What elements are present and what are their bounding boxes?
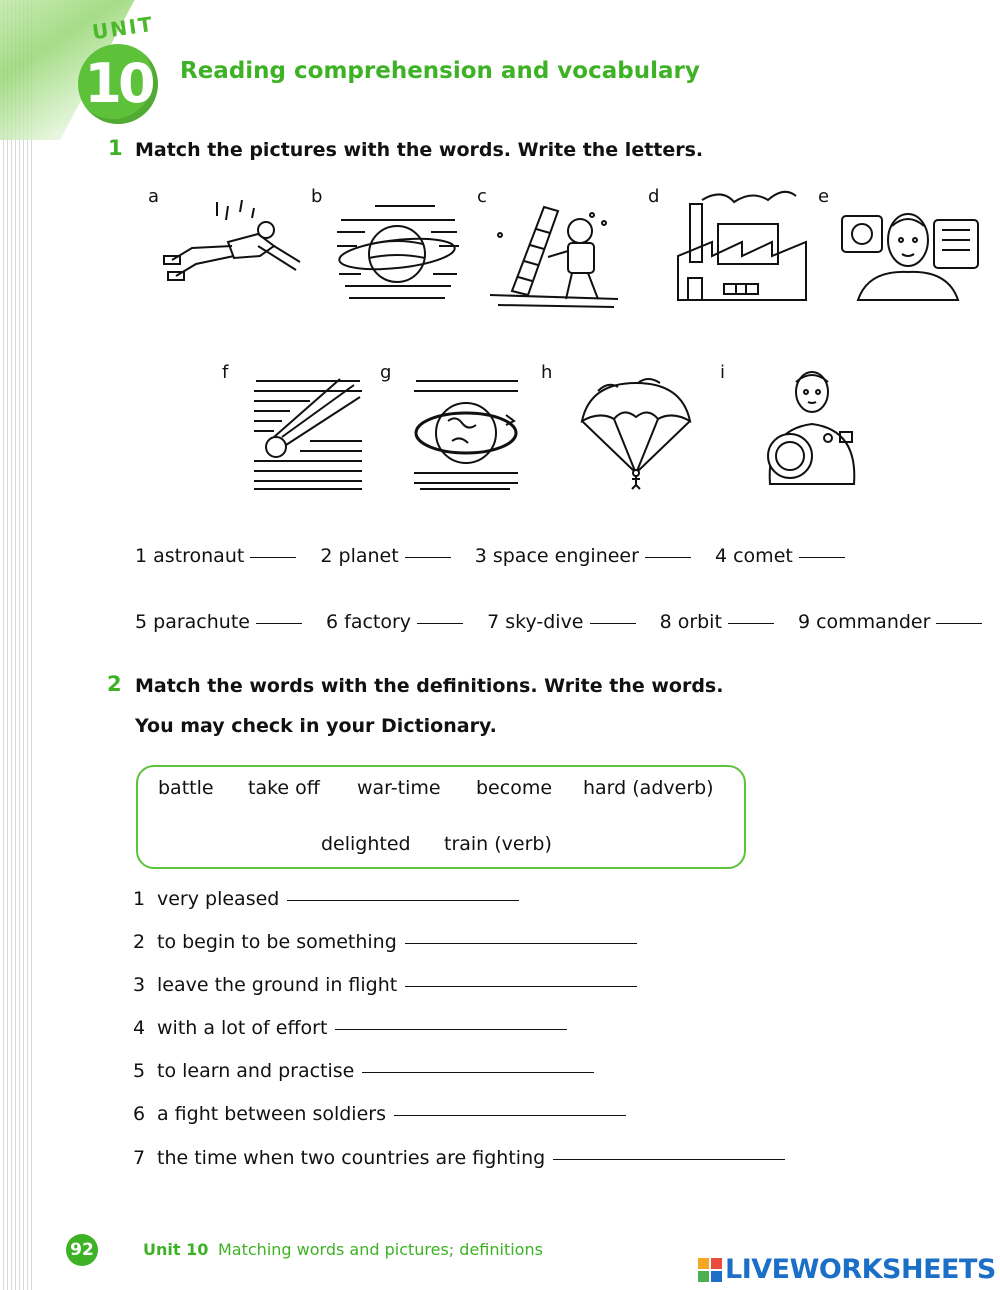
picture-letter-i: i bbox=[720, 362, 726, 383]
definition-text: to begin to be something bbox=[157, 931, 397, 953]
page-title: Reading comprehension and vocabulary bbox=[180, 58, 700, 84]
picture-letter-g: g bbox=[380, 362, 392, 383]
footer-description: Matching words and pictures; definitions bbox=[218, 1240, 543, 1259]
exercise-2-number: 2 bbox=[107, 672, 122, 696]
picture-letter-c: c bbox=[477, 186, 487, 207]
answer-blank[interactable] bbox=[405, 556, 451, 558]
picture-letter-h: h bbox=[541, 362, 553, 383]
answer-line[interactable] bbox=[335, 1028, 567, 1030]
astronaut-icon bbox=[838, 200, 983, 308]
comet-icon bbox=[250, 375, 365, 493]
word-text: 5 parachute bbox=[135, 611, 250, 633]
commander-icon bbox=[748, 368, 870, 490]
exercise-1-word-row-2 bbox=[135, 611, 982, 633]
answer-blank[interactable] bbox=[799, 556, 845, 558]
word-item bbox=[475, 545, 691, 567]
orbit-icon bbox=[410, 375, 522, 493]
answer-blank[interactable] bbox=[728, 622, 774, 624]
answer-line[interactable] bbox=[394, 1114, 626, 1116]
parachute-icon bbox=[578, 375, 696, 490]
exercise-1-instruction: Match the pictures with the words. Write the letters. bbox=[135, 139, 704, 161]
exercise-2-instruction: Match the words with the definitions. Write the words. bbox=[135, 675, 724, 697]
word-item bbox=[135, 545, 296, 567]
definition-number: 1 bbox=[133, 888, 146, 910]
definition-number: 2 bbox=[133, 931, 146, 953]
definition-row bbox=[133, 1060, 594, 1082]
answer-line[interactable] bbox=[553, 1158, 785, 1160]
word-text: 2 planet bbox=[320, 545, 399, 567]
definition-text: to learn and practise bbox=[157, 1060, 355, 1082]
definition-number: 3 bbox=[133, 974, 146, 996]
word-text: 6 factory bbox=[326, 611, 412, 633]
book-page-edge bbox=[0, 0, 34, 1290]
answer-line[interactable] bbox=[405, 985, 637, 987]
word-box-item: hard (adverb) bbox=[583, 777, 714, 799]
word-item bbox=[798, 611, 982, 633]
word-item bbox=[135, 611, 302, 633]
planet-icon bbox=[335, 200, 460, 310]
definition-number: 5 bbox=[133, 1060, 146, 1082]
answer-line[interactable] bbox=[362, 1071, 594, 1073]
definition-row bbox=[133, 1103, 626, 1125]
word-item bbox=[320, 545, 450, 567]
word-box-item: delighted bbox=[321, 833, 411, 855]
liveworksheets-text: LIVEWORKSHEETS bbox=[725, 1254, 996, 1285]
exercise-1-number: 1 bbox=[108, 136, 123, 160]
picture-letter-d: d bbox=[648, 186, 660, 207]
word-text: 8 orbit bbox=[659, 611, 722, 633]
definition-number: 6 bbox=[133, 1103, 146, 1125]
definition-row bbox=[133, 931, 637, 953]
answer-blank[interactable] bbox=[645, 556, 691, 558]
unit-label: UNIT bbox=[90, 11, 156, 45]
answer-line[interactable] bbox=[287, 899, 519, 901]
factory-icon bbox=[672, 180, 812, 308]
definition-text: very pleased bbox=[157, 888, 280, 910]
answer-blank[interactable] bbox=[250, 556, 296, 558]
picture-letter-f: f bbox=[222, 362, 229, 383]
word-item bbox=[487, 611, 635, 633]
answer-blank[interactable] bbox=[936, 622, 982, 624]
liveworksheets-icon bbox=[698, 1258, 722, 1282]
word-item bbox=[715, 545, 845, 567]
word-text: 9 commander bbox=[797, 611, 931, 633]
word-box-item: war-time bbox=[357, 777, 441, 799]
definition-number: 7 bbox=[133, 1147, 146, 1169]
word-text: 7 sky-dive bbox=[487, 611, 584, 633]
page-number: 92 bbox=[66, 1234, 98, 1266]
exercise-1-word-row-1 bbox=[135, 545, 863, 567]
word-box-item: train (verb) bbox=[444, 833, 552, 855]
definition-text: leave the ground in flight bbox=[157, 974, 398, 996]
definition-row bbox=[133, 888, 519, 910]
definition-row bbox=[133, 1017, 567, 1039]
definition-row bbox=[133, 974, 637, 996]
word-box-item: take off bbox=[248, 777, 320, 799]
liveworksheets-logo bbox=[698, 1254, 996, 1285]
word-text: 3 space engineer bbox=[474, 545, 639, 567]
picture-letter-e: e bbox=[818, 186, 830, 207]
word-box-item: battle bbox=[158, 777, 214, 799]
word-text: 4 comet bbox=[714, 545, 793, 567]
answer-blank[interactable] bbox=[256, 622, 302, 624]
answer-line[interactable] bbox=[405, 942, 637, 944]
word-box bbox=[136, 765, 746, 869]
answer-blank[interactable] bbox=[417, 622, 463, 624]
word-box-item: become bbox=[476, 777, 553, 799]
definition-number: 4 bbox=[133, 1017, 146, 1039]
skydiver-icon bbox=[162, 200, 307, 292]
definition-text: a fight between soldiers bbox=[157, 1103, 386, 1125]
footer-unit-label: Unit 10 bbox=[143, 1240, 209, 1259]
word-item bbox=[660, 611, 774, 633]
definition-row bbox=[133, 1147, 785, 1169]
unit-badge: 10 bbox=[78, 44, 158, 124]
definition-text: with a lot of effort bbox=[157, 1017, 328, 1039]
exercise-2-instruction-2: You may check in your Dictionary. bbox=[135, 715, 497, 737]
space-engineer-icon bbox=[488, 195, 623, 310]
answer-blank[interactable] bbox=[590, 622, 636, 624]
word-text: 1 astronaut bbox=[135, 545, 245, 567]
picture-letter-a: a bbox=[148, 186, 160, 207]
definition-text: the time when two countries are fighting bbox=[157, 1147, 546, 1169]
picture-letter-b: b bbox=[311, 186, 323, 207]
word-item bbox=[326, 611, 463, 633]
